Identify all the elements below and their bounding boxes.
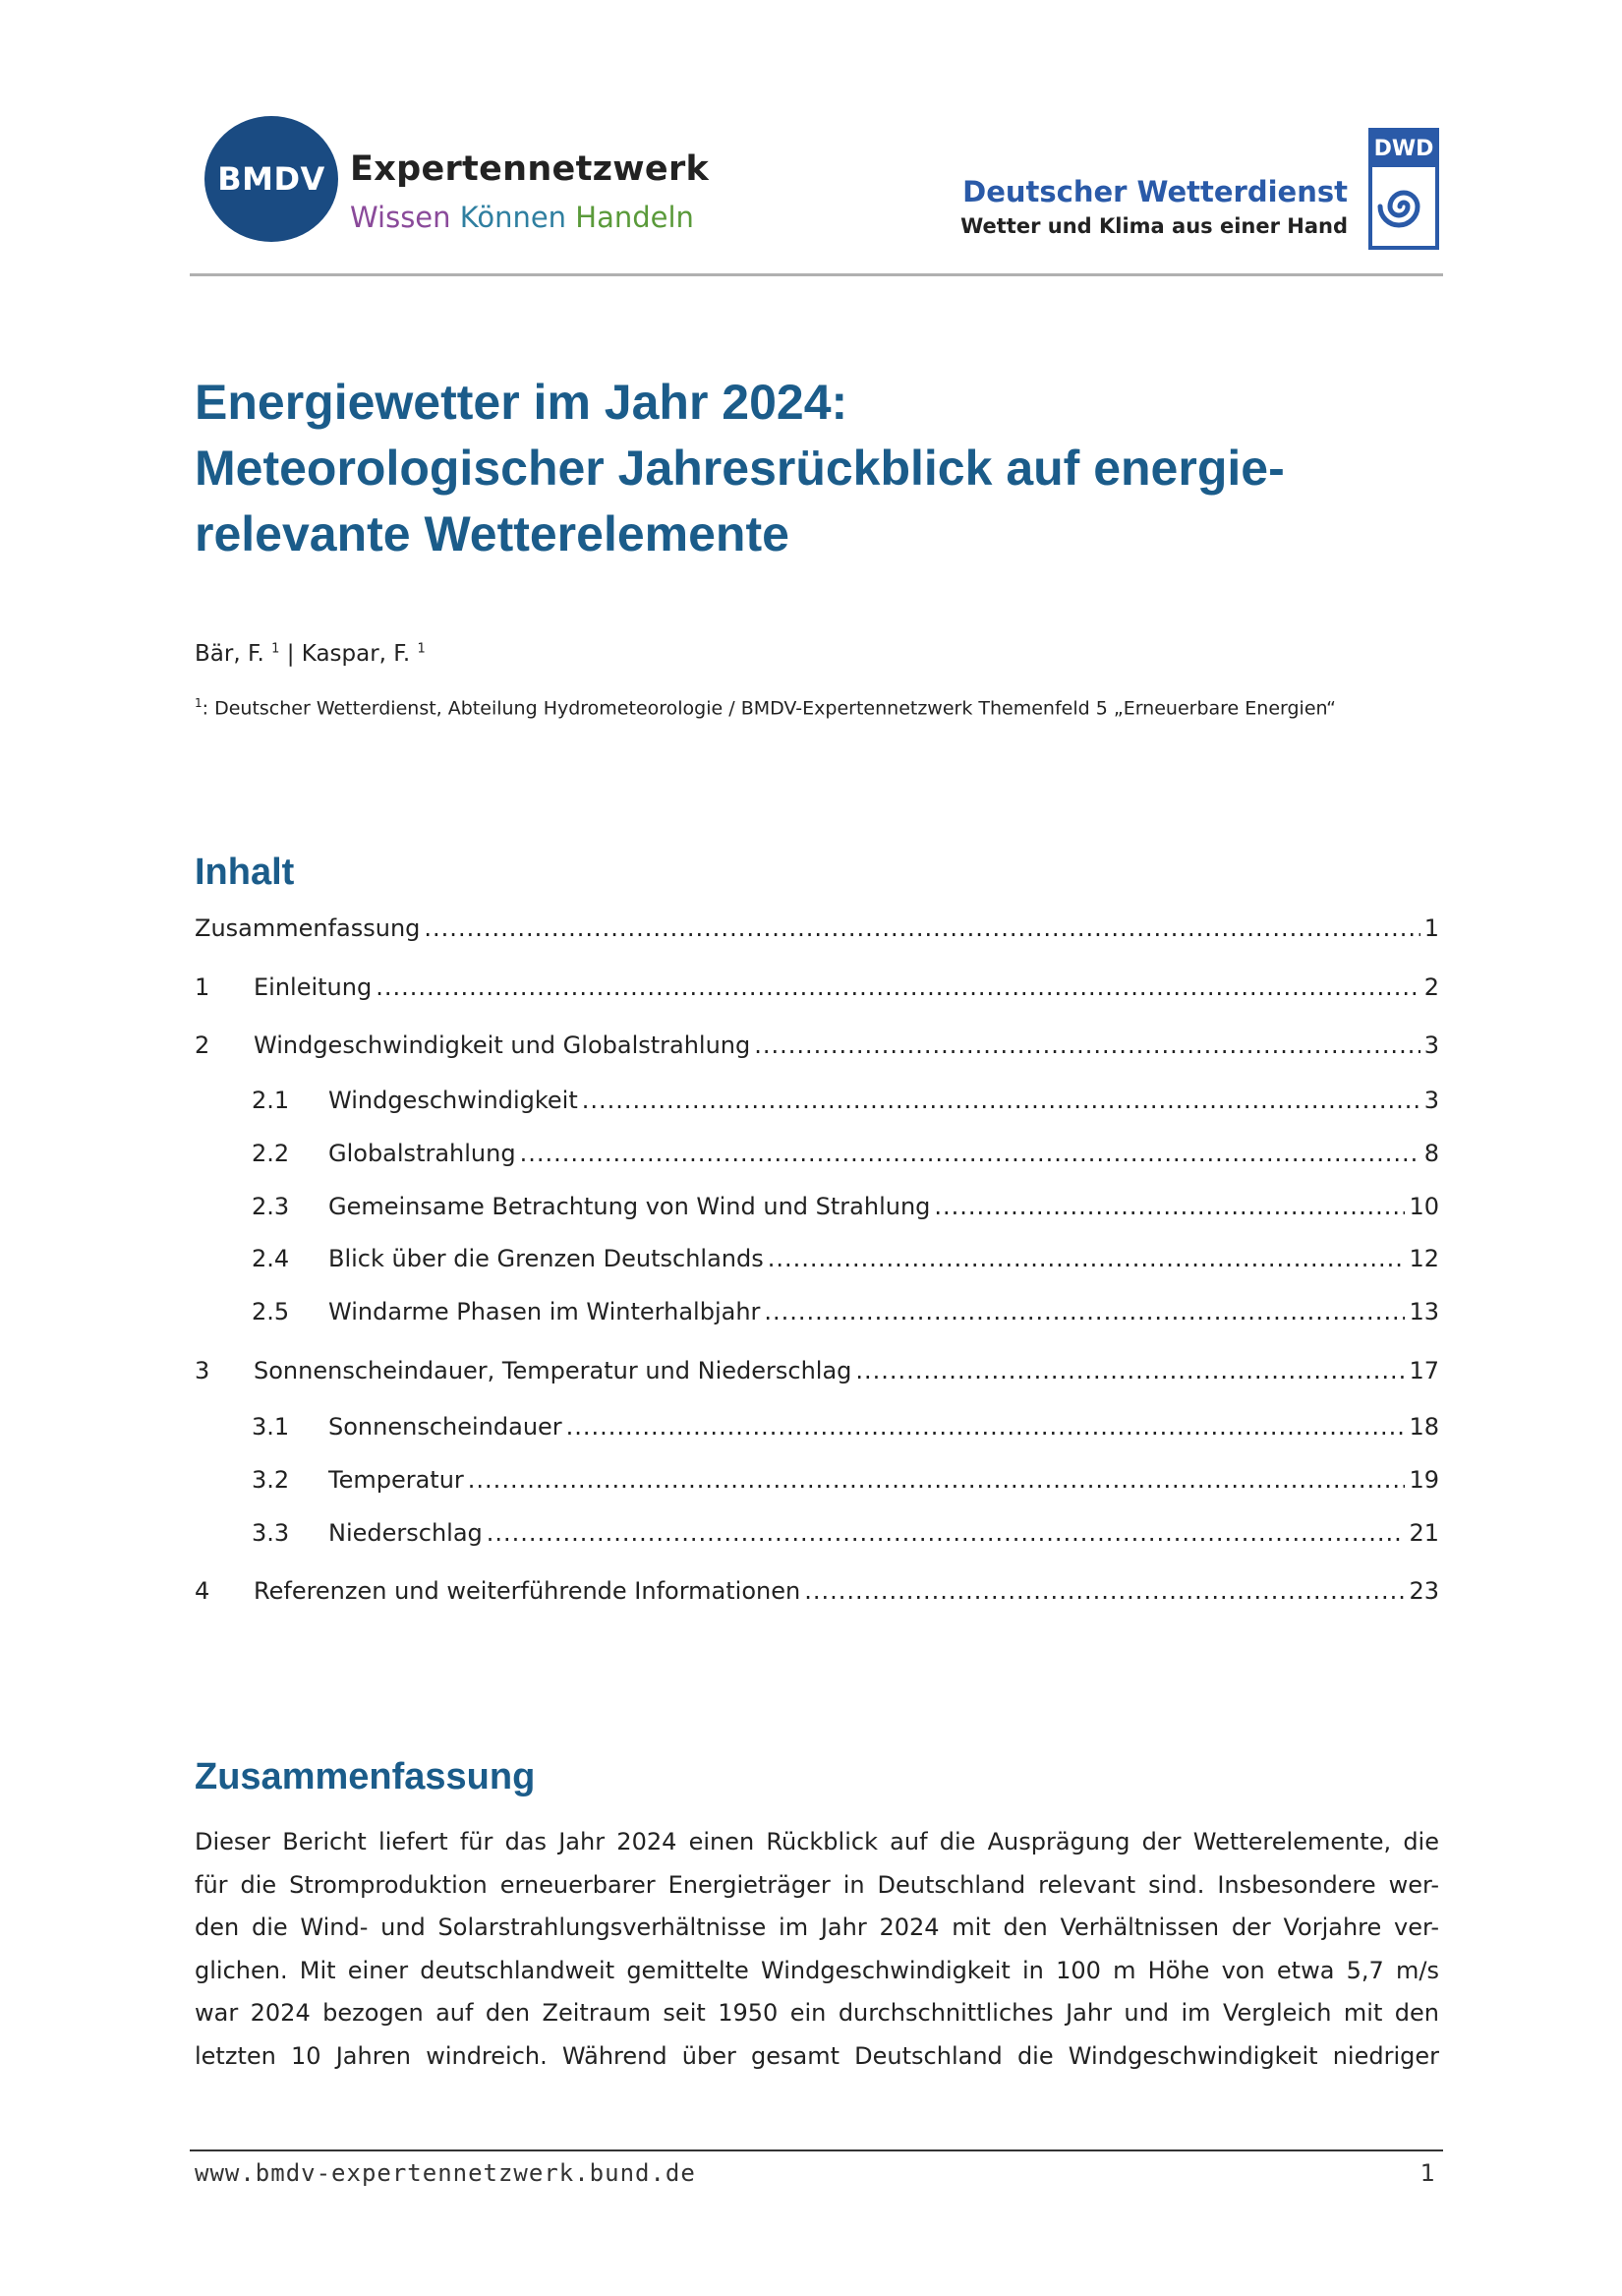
toc-entry-page: 17 <box>1409 1357 1439 1384</box>
toc-entry-number: 2.1 <box>252 1087 290 1114</box>
summary-text <box>195 1821 1439 2078</box>
authors <box>195 641 426 667</box>
bmdv-logo-text: BMDV <box>217 160 325 198</box>
summary-line: letzten 10 Jahren windreich. Während über gesamt Deutschland die Windgeschwindigkeit niedriger <box>195 2041 1439 2070</box>
toc-entry-number: 3.1 <box>252 1413 290 1441</box>
toc-leader-dots <box>566 1413 1406 1441</box>
toc-entry[interactable] <box>195 1245 1439 1278</box>
toc-entry-number: 4 <box>195 1577 210 1605</box>
toc-entry-number: 2.2 <box>252 1140 290 1167</box>
toc-entry-label: Temperatur <box>328 1466 464 1494</box>
toc-heading: Inhalt <box>195 852 295 893</box>
footer-url[interactable]: www.bmdv-expertennetzwerk.bund.de <box>195 2159 696 2187</box>
toc-leader-dots <box>754 1031 1419 1059</box>
toc-entry-label: Blick über die Grenzen Deutschlands <box>328 1245 764 1272</box>
bmdv-slogan <box>350 201 694 234</box>
toc-entry-page: 2 <box>1423 973 1439 1001</box>
toc-leader-dots <box>934 1193 1405 1220</box>
toc-entry-label: Sonnenscheindauer <box>328 1413 562 1441</box>
summary-line: für die Stromproduktion erneuerbarer Energieträger in Deutschland relevant sind. Insbesondere wer- <box>195 1870 1439 1899</box>
toc-entry[interactable] <box>195 1087 1439 1120</box>
toc-entry[interactable] <box>195 1413 1439 1446</box>
toc-entry[interactable] <box>195 1577 1439 1611</box>
title-line: Energiewetter im Jahr 2024: <box>195 375 848 430</box>
bmdv-title: Expertennetzwerk <box>350 149 710 189</box>
footer-page-number: 1 <box>1419 2159 1435 2187</box>
toc-entry[interactable] <box>195 1357 1439 1390</box>
toc-entry-number: 2.4 <box>252 1245 290 1272</box>
toc-entry-label: Globalstrahlung <box>328 1140 516 1167</box>
author-1-affiliation-mark: 1 <box>271 641 280 657</box>
toc-entry-label: Gemeinsame Betrachtung von Wind und Strahlung <box>328 1193 931 1220</box>
toc-entry-page: 3 <box>1423 1031 1439 1059</box>
toc-leader-dots <box>768 1245 1406 1272</box>
toc-leader-dots <box>855 1357 1405 1384</box>
toc-entry-number: 3 <box>195 1357 210 1384</box>
toc-entry[interactable] <box>195 1193 1439 1226</box>
toc-entry-page: 23 <box>1409 1577 1439 1605</box>
toc-entry-label: Referenzen und weiterführende Informationen <box>254 1577 801 1605</box>
header-divider <box>190 273 1443 276</box>
toc-entry-label: Zusammenfassung <box>195 914 421 942</box>
toc-entry-page: 19 <box>1409 1466 1439 1494</box>
toc-entry-label: Einleitung <box>254 973 373 1001</box>
summary-heading: Zusammenfassung <box>195 1756 536 1797</box>
toc-entry-page: 10 <box>1409 1193 1439 1220</box>
toc-leader-dots <box>424 914 1419 942</box>
toc-entry[interactable] <box>195 1519 1439 1553</box>
toc-entry-label: Sonnenscheindauer, Temperatur und Niederschlag <box>254 1357 852 1384</box>
toc-entry-label: Windarme Phasen im Winterhalbjahr <box>328 1298 761 1325</box>
bmdv-logo <box>204 116 338 242</box>
toc-entry-label: Windgeschwindigkeit und Globalstrahlung <box>254 1031 751 1059</box>
title-line: relevante Wetterelemente <box>195 506 789 561</box>
summary-line: den die Wind- und Solarstrahlungsverhältnisse im Jahr 2024 mit den Verhältnissen der Vorjahre ver- <box>195 1913 1439 1941</box>
affiliation-mark: 1 <box>195 696 203 710</box>
toc-leader-dots <box>487 1519 1406 1547</box>
toc-entry[interactable] <box>195 1466 1439 1500</box>
bmdv-slogan-word-3: Handeln <box>575 201 694 234</box>
document-title <box>195 370 1453 567</box>
toc-leader-dots <box>520 1140 1420 1167</box>
toc-leader-dots <box>376 973 1420 1001</box>
author-2: Kaspar, F. <box>301 641 411 667</box>
toc-leader-dots <box>582 1087 1420 1114</box>
footer-divider <box>190 2149 1443 2151</box>
dwd-logo <box>1368 128 1439 250</box>
toc-entry-number: 2.5 <box>252 1298 290 1325</box>
toc-entry-page: 18 <box>1409 1413 1439 1441</box>
toc-entry-page: 12 <box>1409 1245 1439 1272</box>
summary-line: Dieser Bericht liefert für das Jahr 2024 einen Rückblick auf die Ausprägung der Wetterelemente, die <box>195 1828 1439 1855</box>
bmdv-slogan-word-1: Wissen <box>350 201 451 234</box>
author-2-affiliation-mark: 1 <box>417 641 426 657</box>
author-1: Bär, F. <box>195 641 264 667</box>
affiliation-text: : Deutscher Wetterdienst, Abteilung Hydrometeorologie / BMDV-Expertennetzwerk Themenfeld 5 „Erneuerbare Energien“ <box>202 697 1337 720</box>
summary-line: war 2024 bezogen auf den Zeitraum seit 1950 ein durchschnittliches Jahr und im Vergleich mit den <box>195 1999 1439 2027</box>
dwd-logo-text: DWD <box>1373 137 1434 161</box>
author-separator: | <box>286 641 295 667</box>
toc-entry-number: 1 <box>195 973 210 1001</box>
toc-entry-page: 21 <box>1409 1519 1439 1547</box>
toc-entry[interactable] <box>195 914 1439 948</box>
title-line: Meteorologischer Jahresrückblick auf energie- <box>195 441 1285 496</box>
toc-entry-page: 8 <box>1423 1140 1439 1167</box>
dwd-name: Deutscher Wetterdienst <box>962 175 1348 208</box>
toc-leader-dots <box>468 1466 1406 1494</box>
toc-entry-label: Niederschlag <box>328 1519 483 1547</box>
toc-entry-number: 2.3 <box>252 1193 290 1220</box>
toc-entry-page: 13 <box>1409 1298 1439 1325</box>
toc-entry[interactable] <box>195 1298 1439 1331</box>
toc-entry-label: Windgeschwindigkeit <box>328 1087 578 1114</box>
toc-entry-page: 3 <box>1423 1087 1439 1114</box>
summary-line: glichen. Mit einer deutschlandweit gemittelte Windgeschwindigkeit in 100 m Höhe von etwa 5,7 m/s <box>195 1956 1439 1984</box>
dwd-slogan: Wetter und Klima aus einer Hand <box>960 214 1348 238</box>
toc-entry[interactable] <box>195 973 1439 1007</box>
toc-entry-number: 3.2 <box>252 1466 290 1494</box>
bmdv-slogan-word-2: Können <box>459 201 567 234</box>
toc-leader-dots <box>804 1577 1405 1605</box>
toc-entry-number: 2 <box>195 1031 210 1059</box>
toc-entry-number: 3.3 <box>252 1519 290 1547</box>
toc-leader-dots <box>764 1298 1405 1325</box>
toc-entry[interactable] <box>195 1031 1439 1065</box>
toc-entry[interactable] <box>195 1140 1439 1173</box>
affiliation <box>195 696 1336 719</box>
toc-entry-page: 1 <box>1423 914 1439 942</box>
